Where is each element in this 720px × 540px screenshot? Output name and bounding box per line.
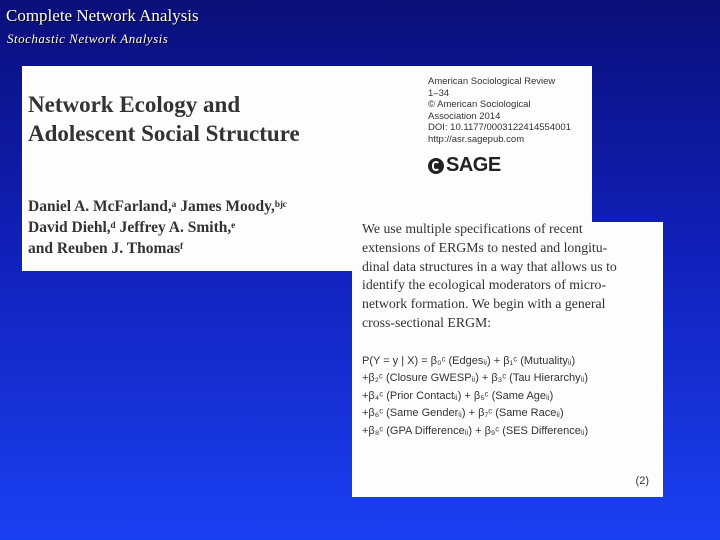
journal-info [428, 76, 571, 145]
author-list [28, 196, 287, 259]
paragraph-line: network formation. We begin with a general [362, 296, 606, 312]
sage-logo [428, 154, 501, 177]
journal-url: http://asr.sagepub.com [428, 133, 525, 145]
paragraph-line: We use multiple specifications of recent [362, 221, 583, 236]
journal-copyright-year: Association 2014 [428, 110, 501, 122]
paper-title [28, 90, 300, 148]
slide-subtitle: Stochastic Network Analysis [7, 31, 169, 46]
journal-name: American Sociological Review [428, 76, 556, 87]
paragraph-line: extensions of ERGMs to nested and longitu- [362, 239, 608, 255]
equation-line: +β₆ᶜ (Same Genderᵢⱼ) + β₇ᶜ (Same Raceᵢⱼ) [362, 407, 564, 420]
equation-line: +β₂ᶜ (Closure GWESPᵢⱼ) + β₃ᶜ (Tau Hierarchyᵢⱼ) [362, 372, 588, 385]
equation-line: +β₈ᶜ (GPA Differenceᵢⱼ) + β₉ᶜ (SES Differenceᵢⱼ) [362, 424, 589, 437]
equation-number: (2) [635, 475, 649, 487]
method-excerpt-image [352, 222, 663, 497]
author-line: Daniel A. McFarland,ᵃ James Moody,ᵇʲᶜ [28, 198, 287, 215]
publisher-name: SAGE [446, 154, 501, 176]
journal-copyright: © American Sociological [428, 99, 531, 110]
author-line: David Diehl,ᵈ Jeffrey A. Smith,ᵉ [28, 219, 236, 236]
journal-pages: 1–34 [428, 87, 450, 99]
method-paragraph [362, 220, 655, 333]
paragraph-line: dinal data structures in a way that allows us to [362, 258, 617, 274]
author-line: and Reuben J. Thomasᶠ [28, 240, 184, 257]
paragraph-line: cross-sectional ERGM: [362, 314, 492, 330]
ergm-equation [362, 353, 655, 441]
journal-doi: DOI: 10.1177/0003122414554001 [428, 122, 571, 133]
sage-mark-icon [428, 158, 444, 174]
equation-line: +β₄ᶜ (Prior Contactᵢⱼ) + β₅ᶜ (Same Ageᵢⱼ) [362, 389, 554, 402]
paper-title-line: Adolescent Social Structure [28, 121, 300, 146]
slide-title: Complete Network Analysis [6, 6, 199, 25]
paper-title-line: Network Ecology and [28, 92, 241, 117]
paragraph-line: identify the ecological moderators of micro- [362, 277, 607, 293]
equation-line: P(Y = y | X) = β₀ᶜ (Edgesᵢⱼ) + β₁ᶜ (Mutualityᵢⱼ) [362, 354, 576, 367]
